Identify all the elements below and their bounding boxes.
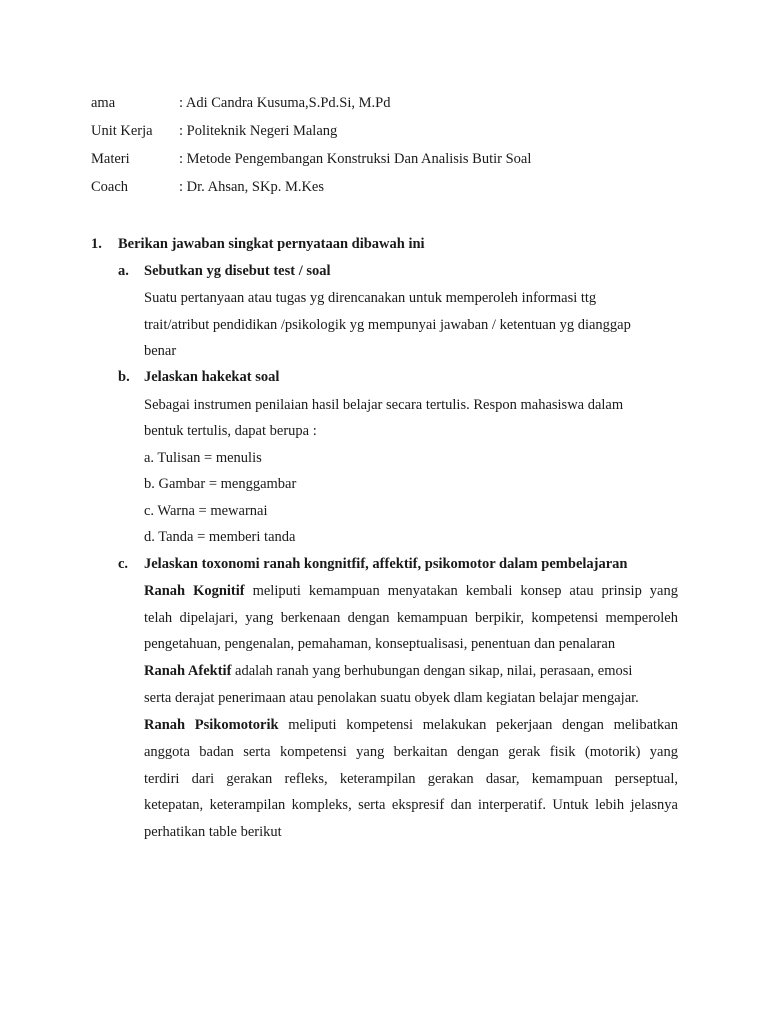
subquestion-title: Jelaskan toxonomi ranah kongnitfif, affektif, psikomotor dalam pembelajaran: [144, 556, 628, 572]
kognitif-paragraph-line: telah dipelajari, yang berkenaan dengan kemampuan berpikir, kompetensi memperoleh: [144, 610, 678, 626]
info-row-materi: [91, 149, 531, 169]
coach-label: Coach: [91, 179, 129, 195]
subquestion-b-heading: [0, 367, 768, 387]
subquestion-letter: a.: [118, 263, 129, 279]
materi-value: : Metode Pengembangan Konstruksi Dan Analisis Butir Soal: [179, 151, 532, 167]
psikomotorik-paragraph-line: [144, 715, 678, 735]
info-row-unit-kerja: [91, 121, 337, 141]
subquestion-title: Jelaskan hakekat soal: [144, 369, 280, 385]
question-number: 1.: [91, 236, 102, 252]
kognitif-paragraph-line: pengetahuan, pengenalan, pemahaman, konseptualisasi, penentuan dan penalaran: [144, 636, 616, 652]
answer-b-line: Sebagai instrumen penilaian hasil belajar secara tertulis. Respon mahasiswa dalam: [144, 397, 624, 413]
materi-label: Materi: [91, 151, 130, 167]
answer-a-line: Suatu pertanyaan atau tugas yg direncanakan untuk memperoleh informasi ttg: [144, 290, 597, 306]
psikomotorik-paragraph-line: terdiri dari gerakan refleks, keterampilan gerakan dasar, kemampuan perseptual,: [144, 771, 678, 787]
answer-a-line: trait/atribut pendidikan /psikologik yg mempunyai jawaban / ketentuan yg dianggap: [144, 317, 631, 333]
afektif-paragraph-line: serta derajat penerimaan atau penolakan suatu obyek dlam kegiatan belajar mengajar.: [144, 690, 639, 706]
kognitif-text: meliputi kemampuan menyatakan kembali konsep atau prinsip yang: [244, 583, 678, 599]
psikomotorik-term: Ranah Psikomotorik: [144, 717, 279, 733]
nama-label: ama: [91, 95, 116, 111]
answer-b-list-item: b. Gambar = menggambar: [144, 476, 297, 492]
answer-b-line: bentuk tertulis, dapat berupa :: [144, 423, 317, 439]
question-1-heading: [0, 234, 768, 254]
answer-b-list-item: d. Tanda = memberi tanda: [144, 529, 296, 545]
unit-kerja-label: Unit Kerja: [91, 123, 153, 139]
subquestion-a-heading: [0, 261, 768, 281]
psikomotorik-paragraph-line: perhatikan table berikut: [144, 824, 282, 840]
subquestion-letter: b.: [118, 369, 130, 385]
psikomotorik-paragraph-line: anggota badan serta kompetensi yang berkaitan dengan gerak fisik (motorik) yang: [144, 744, 678, 760]
answer-a-line: benar: [144, 343, 177, 359]
answer-b-list-item: c. Warna = mewarnai: [144, 503, 268, 519]
afektif-term: Ranah Afektif: [144, 663, 232, 679]
afektif-text: adalah ranah yang berhubungan dengan sikap, nilai, perasaan, emosi: [231, 663, 633, 679]
nama-value: : Adi Candra Kusuma,S.Pd.Si, M.Pd: [179, 95, 391, 111]
kognitif-term: Ranah Kognitif: [144, 583, 245, 599]
subquestion-c-heading: [0, 554, 768, 574]
psikomotorik-paragraph-line: ketepatan, keterampilan kompleks, serta ekspresif dan interperatif. Untuk lebih jelasnya: [144, 797, 678, 813]
kognitif-paragraph-line: [144, 581, 678, 601]
question-title: Berikan jawaban singkat pernyataan dibawah ini: [118, 236, 425, 252]
info-row-coach: [91, 177, 324, 197]
subquestion-title: Sebutkan yg disebut test / soal: [144, 263, 331, 279]
psikomotorik-text: meliputi kompetensi melakukan pekerjaan dengan melibatkan: [278, 717, 678, 733]
unit-kerja-value: : Politeknik Negeri Malang: [179, 123, 338, 139]
info-row-nama: [91, 93, 390, 113]
coach-value: : Dr. Ahsan, SKp. M.Kes: [179, 179, 325, 195]
answer-b-list-item: a. Tulisan = menulis: [144, 450, 262, 466]
afektif-paragraph-line: [144, 661, 632, 681]
subquestion-letter: c.: [118, 556, 129, 572]
